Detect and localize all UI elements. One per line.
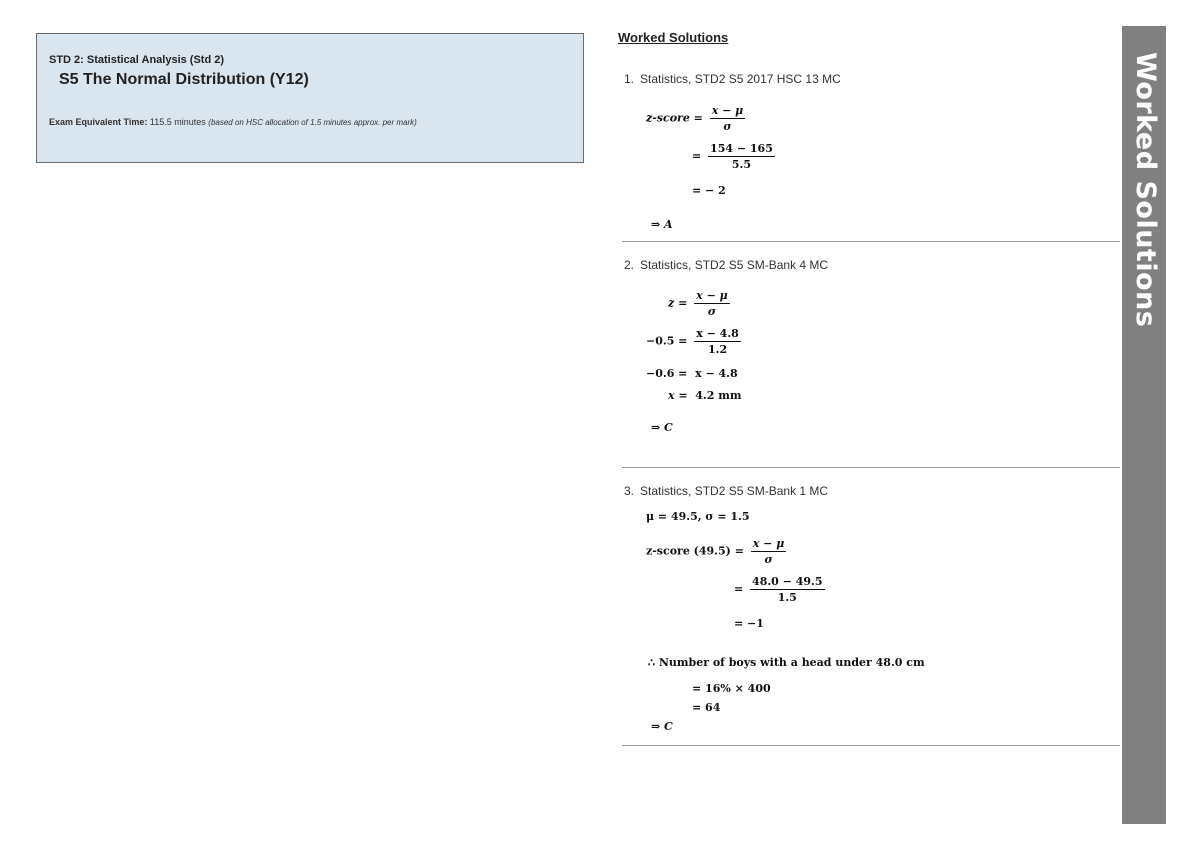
- side-tab-label: Worked Solutions: [1130, 52, 1161, 328]
- q2-line-1-left: z =: [668, 296, 688, 310]
- question-3-title: [624, 484, 828, 498]
- q3-substitution-numerator: 48.0 − 49.5: [752, 575, 823, 588]
- q1-substitution-denominator: 5.5: [731, 158, 752, 171]
- q1-formula-numerator: x − μ: [711, 104, 744, 117]
- q3-calc-1: = 16% × 400: [692, 682, 771, 695]
- q1-substitution-numerator: 154 − 165: [710, 142, 773, 155]
- divider-2: [622, 467, 1120, 468]
- question-1-number: 1.: [624, 72, 635, 86]
- q2-line-2-left: −0.5 =: [646, 334, 688, 348]
- course-title: STD 2: Statistical Analysis (Std 2): [49, 54, 225, 66]
- divider-1: [622, 241, 1120, 242]
- q2-line-4-right: 4.2 mm: [695, 389, 742, 402]
- exam-time-note: (based on HSC allocation of 1.5 minutes approx. per mark): [208, 118, 417, 127]
- q1-substitution-fraction: [708, 142, 775, 171]
- q2-answer: ⇒ C: [651, 421, 673, 434]
- q3-substitution-fraction: [750, 575, 824, 604]
- q3-formula-denominator: σ: [764, 553, 773, 566]
- question-3-number: 3.: [624, 484, 635, 498]
- q2-line-2-fraction: [694, 327, 741, 356]
- q2-line-1-numerator: x − μ: [696, 289, 728, 302]
- question-1-title: [624, 72, 841, 86]
- q1-zscore-label: z-score: [646, 111, 690, 125]
- question-1-source: Statistics, STD2 S5 2017 HSC 13 MC: [640, 72, 841, 86]
- q3-substitution-line: = $\frac{48.0 - 49.5}{1.5}$: [734, 575, 823, 604]
- q1-substitution-line: = $\frac{154 - 165}{5.5}$: [692, 142, 773, 171]
- q2-line-3-left: −0.6 =: [646, 367, 688, 380]
- q1-answer: ⇒ A: [651, 218, 673, 231]
- q2-line-3: [646, 367, 738, 380]
- question-3-source: Statistics, STD2 S5 SM-Bank 1 MC: [640, 484, 829, 498]
- worked-solutions-title: Worked Solutions: [618, 30, 729, 45]
- question-2-title: [624, 258, 828, 272]
- q2-line-1-fraction: [694, 289, 730, 318]
- q2-line-2: [646, 327, 744, 356]
- q2-line-2-numerator: x − 4.8: [696, 327, 739, 340]
- question-2-source: Statistics, STD2 S5 SM-Bank 4 MC: [640, 258, 829, 272]
- topic-title: S5 The Normal Distribution (Y12): [59, 71, 309, 88]
- exam-time-label: Exam Equivalent Time:: [49, 117, 148, 127]
- q3-formula-fraction: [751, 537, 787, 566]
- question-2-number: 2.: [624, 258, 635, 272]
- q2-line-4-left: x =: [668, 389, 688, 402]
- q1-result: = − 2: [692, 184, 726, 197]
- q3-answer: ⇒ C: [651, 720, 673, 733]
- q2-line-3-right: x − 4.8: [695, 367, 738, 380]
- q3-params: μ = 49.5, σ = 1.5: [646, 510, 750, 523]
- q1-formula-fraction: [710, 104, 746, 133]
- q3-result: = −1: [734, 617, 764, 630]
- q2-line-4: [668, 389, 742, 402]
- exam-time: [49, 116, 489, 129]
- q2-line-1-denominator: σ: [707, 305, 716, 318]
- q2-line-1: [668, 289, 733, 318]
- header-box: [36, 33, 584, 163]
- q3-calc-2: = 64: [692, 701, 721, 714]
- q3-therefore: ∴ Number of boys with a head under 48.0 cm: [648, 656, 925, 669]
- q1-zscore-line: z-score = $\frac{x - \mu}{\sigma}$: [646, 104, 744, 133]
- exam-time-value: 115.5 minutes: [149, 117, 206, 127]
- q3-formula-numerator: x − μ: [752, 537, 785, 550]
- q3-zscore-label: z-score (49.5) =: [646, 544, 744, 558]
- q1-formula-denominator: σ: [723, 120, 732, 133]
- q2-line-2-denominator: 1.2: [707, 343, 728, 356]
- q3-substitution-denominator: 1.5: [777, 591, 797, 604]
- q3-zscore-line: [646, 537, 789, 566]
- divider-3: [622, 745, 1120, 746]
